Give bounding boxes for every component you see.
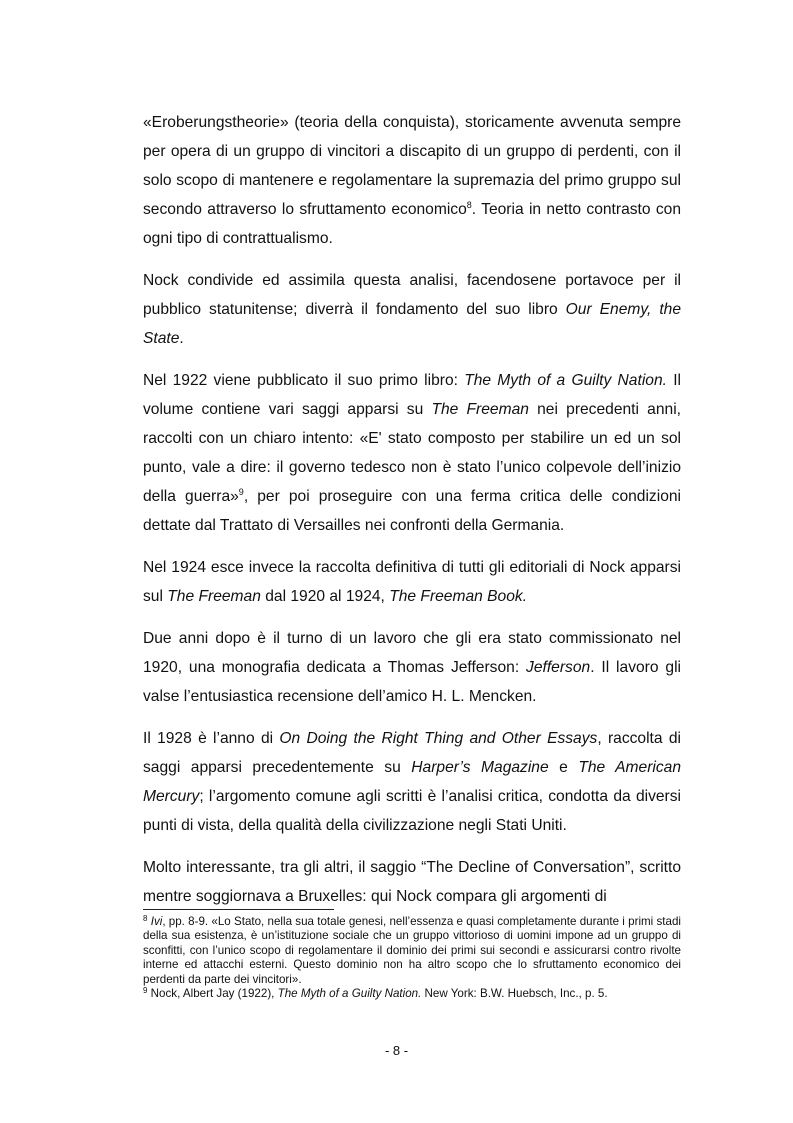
text-run: «Eroberungstheorie» (teoria della conquista), storicamente avvenuta sempre per opera di un gruppo di vincitori a discapito di un gruppo di perdenti, con il solo scopo di mantenere e regolamentare la supremazia del primo gruppo sul secondo attraverso lo sfruttamento economico xyxy=(143,114,681,218)
paragraph-7 xyxy=(143,853,681,911)
footnote-9 xyxy=(143,987,681,1001)
paragraph-3 xyxy=(143,366,681,540)
text-run: Il 1928 è l’anno di xyxy=(143,730,280,747)
magazine-title: The American Mercury xyxy=(143,759,681,805)
text-run: Molto interessante, tra gli altri, il saggio “The Decline of Conversation”, scritto mentre soggiornava a Bruxelles: qui Nock compara gli argomenti di xyxy=(143,859,681,905)
paragraph-6 xyxy=(143,724,681,840)
text-run: Nel 1924 esce invece la raccolta definitiva di tutti gli editoriali di Nock apparsi sul xyxy=(143,559,681,605)
text-run: dal 1920 al 1924, xyxy=(260,588,390,605)
page-number: - 8 - xyxy=(384,1043,409,1058)
footnote-italic: Ivi xyxy=(150,915,163,928)
text-run: Nock condivide ed assimila questa analisi, facendosene portavoce per il pubblico statunitense; diverrà il fondamento del suo libro xyxy=(143,272,681,318)
magazine-title: Harper’s Magazine xyxy=(411,759,549,776)
text-run: , raccolta di saggi apparsi precedentemente su xyxy=(143,730,681,776)
book-title: On Doing the Right Thing and Other Essays xyxy=(279,730,598,747)
book-title: Jefferson xyxy=(526,659,591,676)
text-run: , per poi proseguire con una ferma critica delle condizioni dettate dal Trattato di Versailles nei confronti della Germania. xyxy=(143,488,682,534)
book-title: The Freeman Book. xyxy=(389,588,528,605)
text-run: Due anni dopo è il turno di un lavoro che gli era stato commissionato nel 1920, una monografia dedicata a Thomas Jefferson: xyxy=(143,630,681,676)
text-run: nei precedenti anni, raccolti con un chiaro intento: «E' stato composto per stabilire un ed un sol punto, vale a dire: il governo tedesco non è stato l’unico colpevole dell’inizio della guerra» xyxy=(143,401,681,505)
footnote-text: Nock, Albert Jay (1922), xyxy=(147,987,278,1001)
paragraph-2 xyxy=(143,266,681,353)
footnotes xyxy=(143,915,681,1001)
footnote-divider xyxy=(143,909,334,910)
text-run: Nel 1922 viene pubblicato il suo primo libro: xyxy=(143,372,465,389)
text-run: ; l’argomento comune agli scritti è l’analisi critica, condotta da diversi punti di vista, della qualità della civilizzazione negli Stati Uniti. xyxy=(143,788,681,834)
magazine-title: The Freeman xyxy=(431,401,529,418)
footnote-8 xyxy=(143,915,681,987)
body-text xyxy=(143,108,681,924)
footnote-number: 8 xyxy=(143,914,148,923)
text-run: e xyxy=(548,759,579,776)
footnote-ref-9[interactable]: 9 xyxy=(238,487,244,497)
magazine-title: The Freeman xyxy=(167,588,261,605)
text-run: . Il lavoro gli valse l’entusiastica recensione dell’amico H. L. Mencken. xyxy=(143,659,682,705)
footnote-number: 9 xyxy=(143,986,148,996)
text-run: . Teoria in netto contrasto con ogni tipo di contrattualismo. xyxy=(143,201,681,247)
paragraph-4 xyxy=(143,553,681,611)
footnote-text: New York: B.W. Huebsch, Inc., p. 5. xyxy=(421,987,608,1001)
book-title: The Myth of a Guilty Nation. xyxy=(464,372,667,389)
footnote-text: , pp. 8-9. «Lo Stato, nella sua totale genesi, nell’essenza e quasi completamente durante i primi stadi della sua esistenza, è un’istituzione sociale che un gruppo vittorioso di uomini impone ad un gruppo di sconfitti, con l’unico scopo di regolamentare il dominio dei primi sui secondi e assicurarsi contro rivolte interne ed attacchi esterni. Questo dominio non ha altro scopo che lo sfruttamento economico dei perdenti da parte dei vincitori». xyxy=(143,915,681,986)
text-run: . xyxy=(179,330,184,347)
text-run: Il volume contiene vari saggi apparsi su xyxy=(143,372,681,418)
book-title: Our Enemy, the State xyxy=(143,301,681,347)
paragraph-1 xyxy=(143,108,681,253)
paragraph-5 xyxy=(143,624,681,711)
footnote-ref-8[interactable]: 8 xyxy=(466,200,472,210)
footnote-italic: The Myth of a Guilty Nation. xyxy=(277,987,422,1001)
